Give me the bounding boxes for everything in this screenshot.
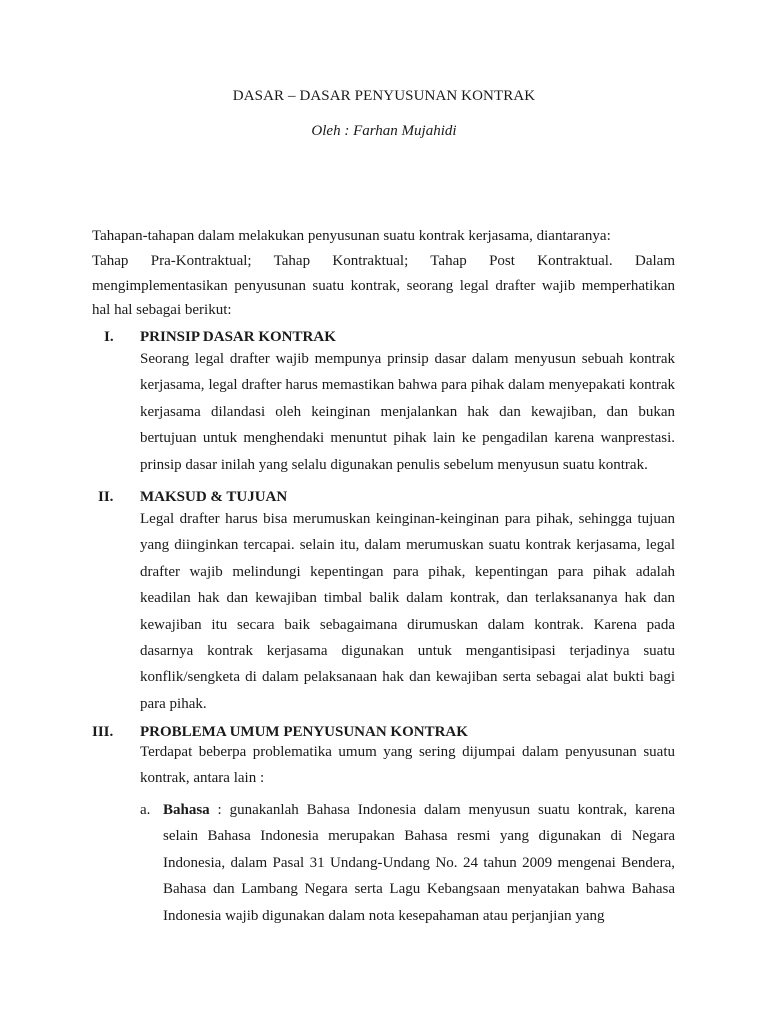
section-1-heading: PRINSIP DASAR KONTRAK (140, 329, 336, 345)
section-2-heading: MAKSUD & TUJUAN (140, 489, 288, 505)
section-1-body: Seorang legal drafter wajib mempunya prinsip dasar dalam menyusun sebuah kontrak kerjasama, legal drafter harus memastikan bahwa para pihak dalam menyepakati kontrak kerjasama dilandasi oleh keinginan menjalankan hak dan kewajiban, dan bukan bertujuan untuk menghendaki menuntut pihak lain ke pengadilan karena wanprestasi. prinsip dasar inilah yang selalu digunakan penulis sebelum menyusun suatu kontrak. (140, 351, 675, 473)
intro-paragraph-1: Tahapan-tahapan dalam melakukan penyusunan suatu kontrak kerjasama, diantaranya: (92, 228, 611, 244)
section-3-number: III. (92, 724, 114, 740)
section-3-item-a-marker: a. (140, 802, 151, 818)
document-title: DASAR – DASAR PENYUSUNAN KONTRAK (232, 88, 536, 104)
section-1-number: I. (104, 329, 114, 345)
section-3-item-a-text: : gunakanlah Bahasa Indonesia dalam menyusun suatu kontrak, karena selain Bahasa Indonesia merupakan Bahasa resmi yang digunakan di Negara Indonesia, dalam Pasal 31 Undang-Undang No. 24 tahun 2009 mengenai Bendera, Bahasa dan Lambang Negara serta Lagu Kebangsaan menyatakan bahwa Bahasa Indonesia wajib digunakan dalam nota kesepahaman atau perjanjian yang (163, 802, 675, 924)
section-3-item-a-term: Bahasa (163, 802, 210, 818)
document-author: Oleh : Farhan Mujahidi (311, 123, 457, 139)
section-2-body: Legal drafter harus bisa merumuskan keinginan-keinginan para pihak, sehingga tujuan yang diinginkan tercapai. selain itu, dalam merumuskan suatu kontrak kerjasama, legal drafter wajib melindungi kepentingan para pihak, kepentingan para pihak adalah keadilan hak dan kewajiban timbal balik dalam kontrak, dan terlaksananya hak dan kewajiban itu secara baik sebagaimana dirumuskan dalam kontrak. Karena pada dasarnya kontrak kerjasama digunakan untuk mengantisipasi terjadinya suatu konflik/sengketa di dalam pelaksanaan hak dan kewajiban serta sebagai alat bukti bagi para pihak. (140, 511, 675, 712)
intro-paragraph-2: Tahap Pra-Kontraktual; Tahap Kontraktual; Tahap Post Kontraktual. Dalam mengimplementasikan penyusunan suatu kontrak, seorang legal drafter wajib memperhatikan hal hal sebagai berikut: (92, 253, 675, 319)
section-3-heading: PROBLEMA UMUM PENYUSUNAN KONTRAK (140, 724, 468, 740)
section-2-number: II. (98, 489, 114, 505)
section-3-body: Terdapat beberpa problematika umum yang sering dijumpai dalam penyusunan suatu kontrak, antara lain : (140, 744, 675, 787)
section-3-item-a (163, 797, 675, 929)
